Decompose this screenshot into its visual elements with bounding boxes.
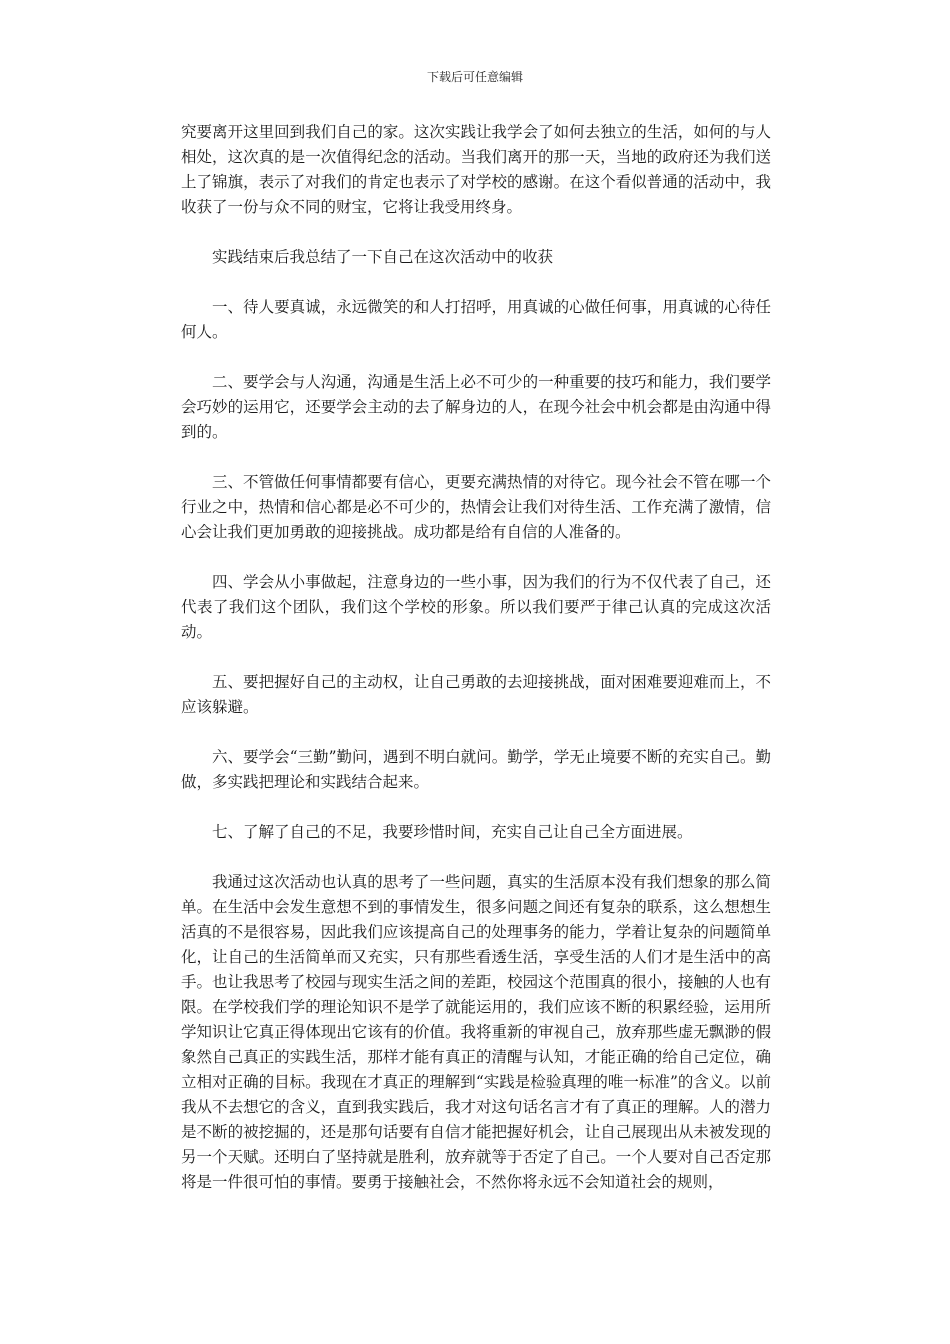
page-header: 下载后可任意编辑 — [426, 70, 523, 84]
paragraph-point-2: 二、要学会与人沟通，沟通是生活上必不可少的一种重要的技巧和能力，我们要学会巧妙的运用它，还要学会主动的去了解身边的人，在现今社会中机会都是由沟通中得到的。 — [181, 373, 771, 441]
paragraph-continuation: 究要离开这里回到我们自己的家。这次实践让我学会了如何去独立的生活，如何的与人相处，这次真的是一次值得纪念的活动。当我们离开的那一天，当地的政府还为我们送上了锦旗，表示了对我们的肯定也表示了对学校的感谢。在这个看似普通的活动中，我收获了一份与众不同的财宝，它将让我受用终身。 — [181, 123, 771, 216]
paragraph-point-3: 三、不管做任何事情都要有信心，更要充满热情的对待它。现今社会不管在哪一个行业之中，热情和信心都是必不可少的，热情会让我们对待生活、工作充满了激情，信心会让我们更加勇敢的迎接挑战。成功都是给有自信的人准备的。 — [181, 473, 771, 541]
paragraph-summary-intro: 实践结束后我总结了一下自己在这次活动中的收获 — [212, 248, 554, 266]
paragraph-point-5: 五、要把握好自己的主动权，让自己勇敢的去迎接挑战，面对困难要迎难而上，不应该躲避。 — [181, 673, 771, 716]
paragraph-point-1: 一、待人要真诚，永远微笑的和人打招呼，用真诚的心做任何事，用真诚的心待任何人。 — [181, 298, 771, 341]
paragraph-point-6: 六、要学会“三勤”勤问，遇到不明白就问。勤学，学无止境要不断的充实自己。勤做，多实践把理论和实践结合起来。 — [181, 748, 771, 791]
paragraph-point-4: 四、学会从小事做起，注意身边的一些小事，因为我们的行为不仅代表了自己，还代表了我们这个团队，我们这个学校的形象。所以我们要严于律己认真的完成这次活动。 — [181, 573, 771, 641]
paragraph-point-7: 七、了解了自己的不足，我要珍惜时间，充实自己让自己全方面进展。 — [212, 823, 693, 841]
document-body — [181, 120, 771, 1195]
paragraph-reflection: 我通过这次活动也认真的思考了一些问题，真实的生活原本没有我们想象的那么简单。在生活中会发生意想不到的事情发生，很多问题之间还有复杂的联系，这么想想生活真的不是很容易，因此我们应该提高自己的处理事务的能力，学着让复杂的问题简单化，让自己的生活简单而又充实，只有那些看透生活，享受生活的人们才是生活中的高手。也让我思考了校园与现实生活之间的差距，校园这个范围真的很小，接触的人也有限。在学校我们学的理论知识不是学了就能运用的，我们应该不断的积累经验，运用所学知识让它真正得体现出它该有的价值。我将重新的审视自己，放弃那些虚无飘渺的假象然自己真正的实践生活，那样才能有真正的清醒与认知，才能正确的给自己定位，确立相对正确的目标。我现在才真正的理解到“实践是检验真理的唯一标准”的含义。以前我从不去想它的含义，直到我实践后，我才对这句话名言才有了真正的理解。人的潜力是不断的被挖掘的，还是那句话要有自信才能把握好机会，让自己展现出从未被发现的另一个天赋。还明白了坚持就是胜利，放弃就等于否定了自己。一个人要对自己否定那将是一件很可怕的事情。要勇于接触社会，不然你将永远不会知道社会的规则， — [181, 873, 771, 1191]
